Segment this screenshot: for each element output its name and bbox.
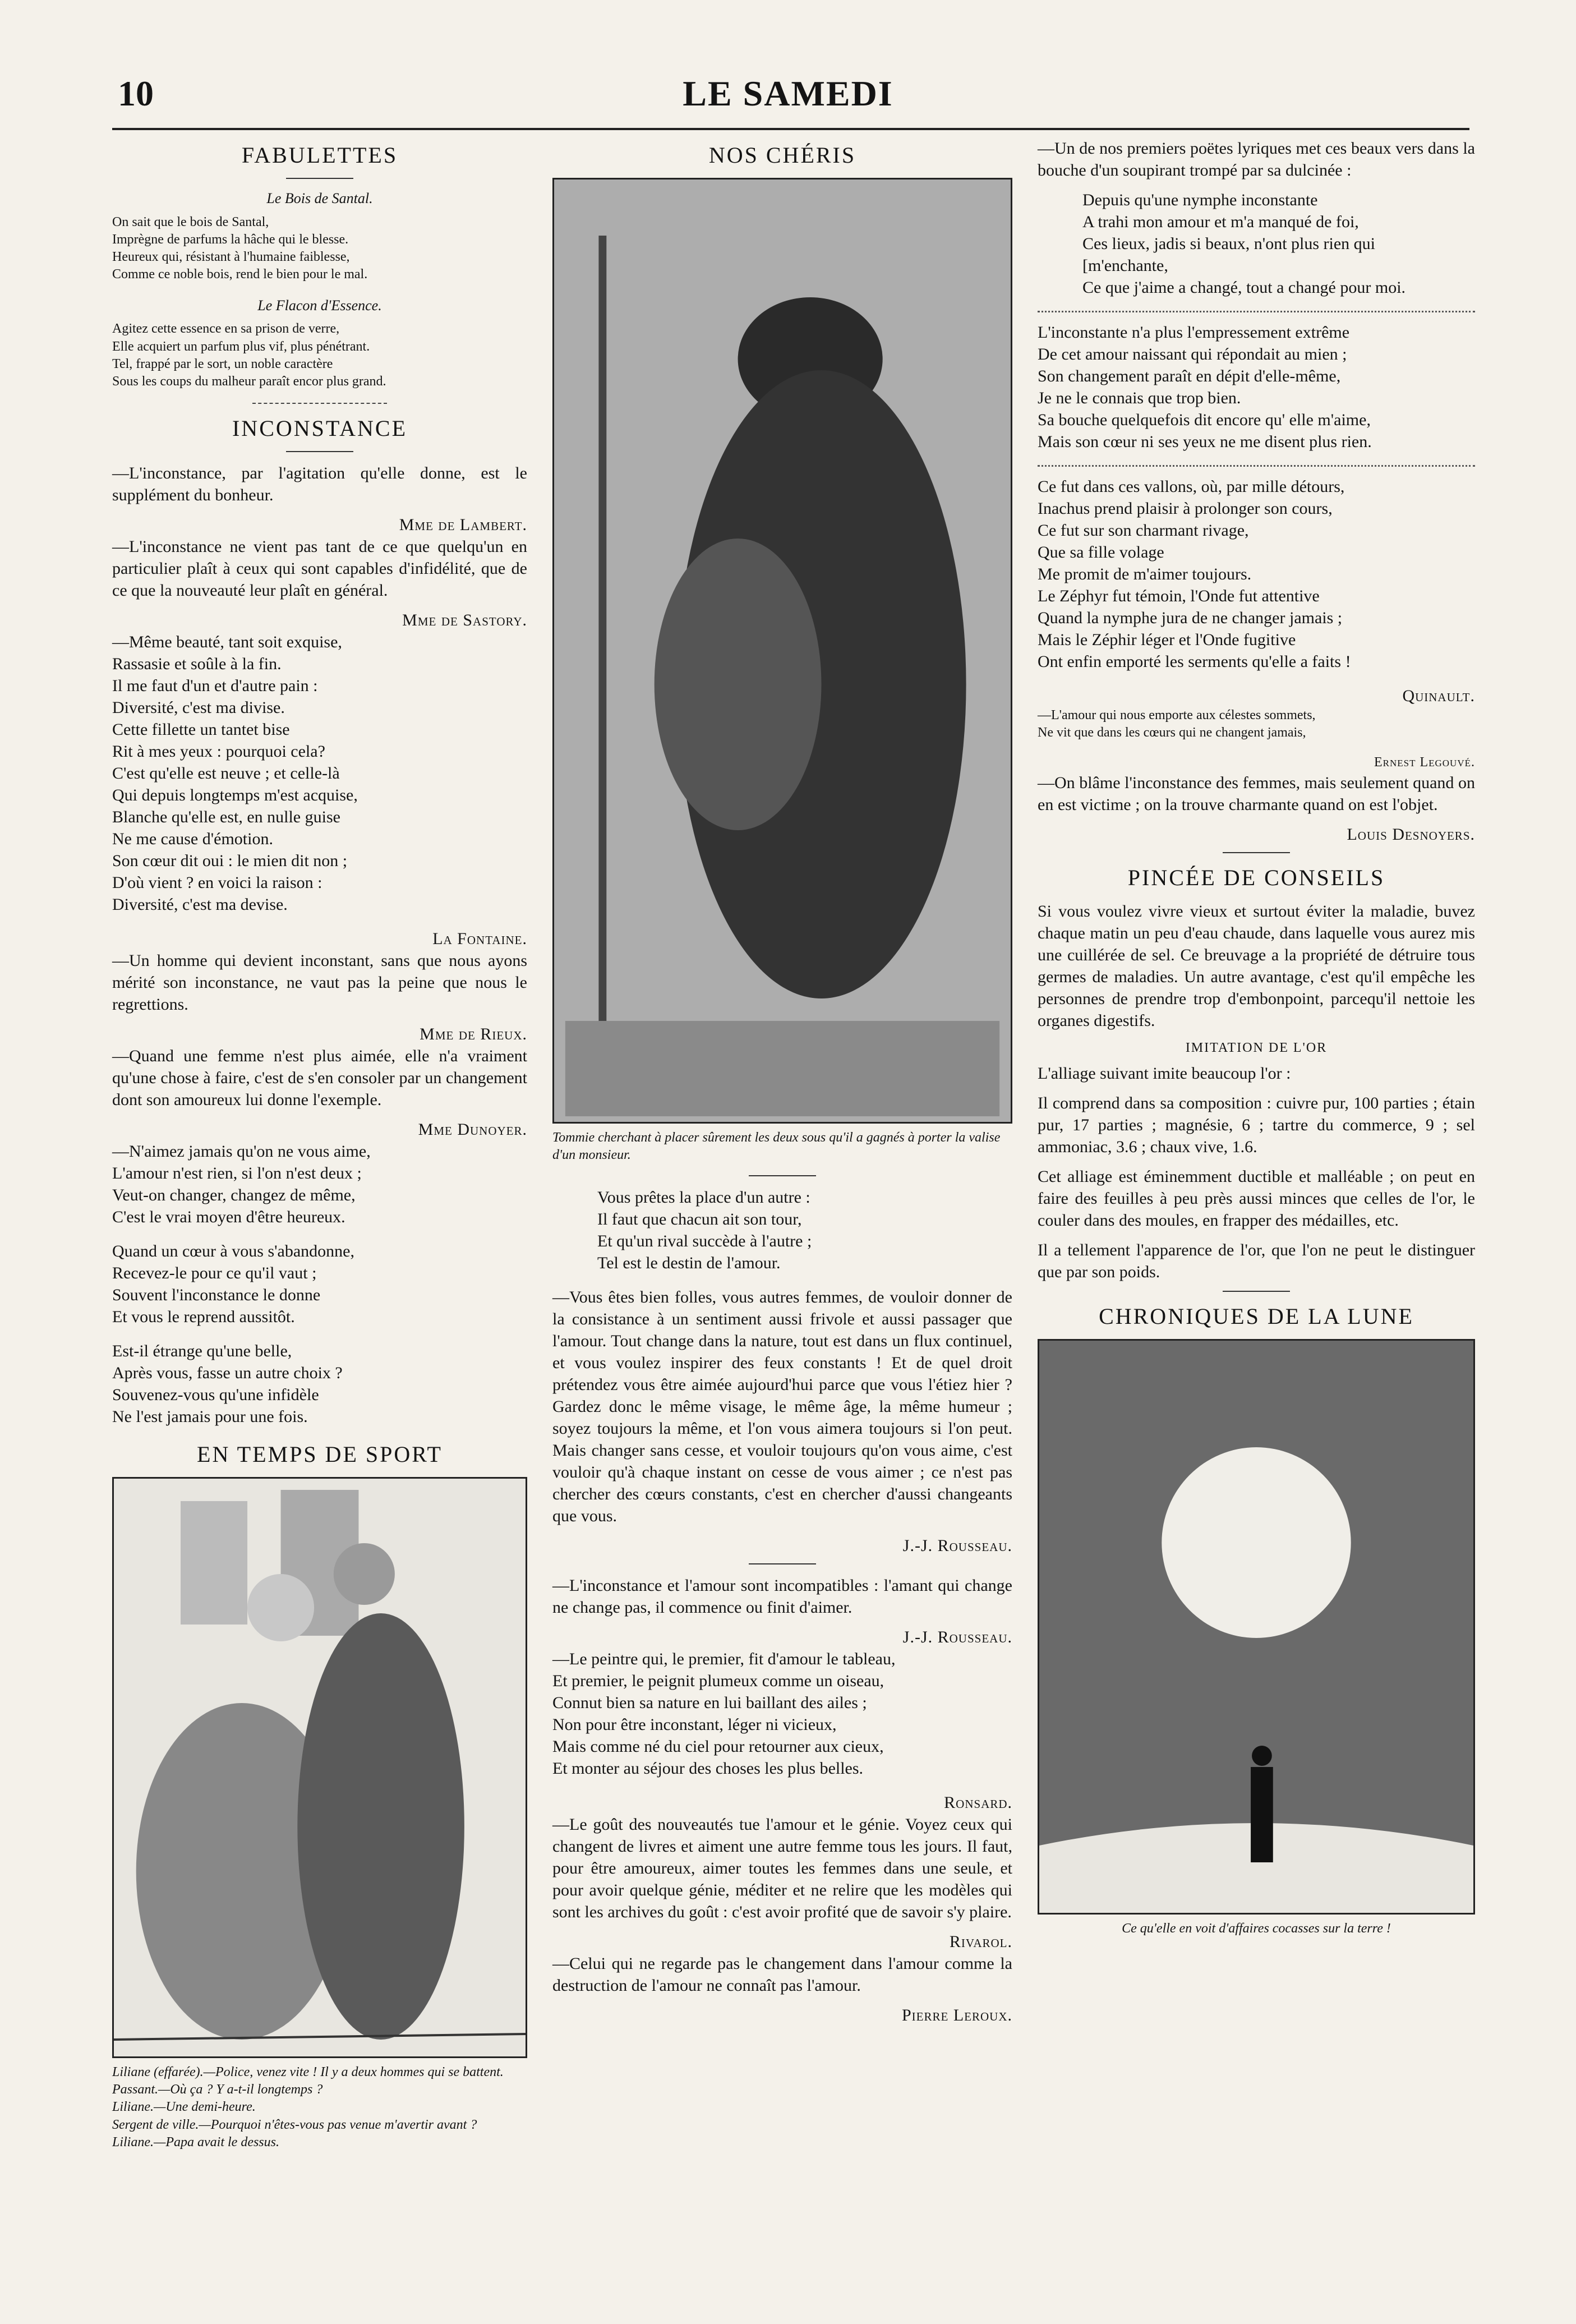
fable-title: Le Flacon d'Essence. — [257, 297, 382, 314]
fable-title: Le Bois de Santal. — [266, 190, 373, 206]
text-line: Et vous le reprend aussitôt. — [112, 1308, 295, 1327]
quote-paragraph: —On blâme l'inconstance des femmes, mais seulement quand on en est victime ; on la trouve charmante quand on est l'objet. — [1038, 773, 1475, 814]
text-line: Rassasie et soûle à la fin. — [112, 655, 282, 674]
quote-signature: Mme de Lambert. — [399, 516, 527, 535]
page-number: 10 — [118, 73, 154, 113]
text-line: L'amour n'est rien, si l'on n'est deux ; — [112, 1164, 362, 1183]
text-line: Veut-on changer, changez de même, — [112, 1186, 356, 1205]
text-line: Imprègne de parfums la hâche qui le blesse. — [112, 232, 349, 247]
text-line: Souvent l'inconstance le donne — [112, 1286, 321, 1305]
inconstance-title: INCONSTANCE — [232, 416, 408, 441]
divider — [286, 451, 353, 452]
quote-paragraph: —Celui qui ne regarde pas le changement dans l'amour comme la destruction de l'amour ne connaît pas l'amour. — [552, 1954, 1012, 1995]
quote-paragraph: —Quand une femme n'est plus aimée, elle n'a vraiment qu'une chose à faire, c'est de s'en consoler par un changement dont son amoureux lui donne l'exemple. — [112, 1047, 527, 1110]
text-line: Tel est le destin de l'amour. — [597, 1254, 781, 1273]
text-line: Ce fut dans ces vallons, où, par mille détours, — [1038, 477, 1345, 496]
quote-signature: Quinault. — [1402, 687, 1475, 705]
text-line: —Même beauté, tant soit exquise, — [112, 633, 342, 652]
text-line: Il faut que chacun ait son tour, — [597, 1210, 802, 1229]
dotted-divider — [1038, 465, 1475, 467]
quote-paragraph: —Un homme qui devient inconstant, sans que nous ayons mérité son inconstance, ne vaut pas la peine que nous le regrettions. — [112, 951, 527, 1014]
poem-verse — [552, 1186, 1012, 1274]
quote-signature: Ronsard. — [944, 1793, 1012, 1812]
text-line: Rit à mes yeux : pourquoi cela? — [112, 742, 325, 761]
quote-signature: Rivarol. — [949, 1932, 1012, 1952]
text-line: D'où vient ? en voici la raison : — [112, 873, 322, 892]
text-line: Sergent de ville.—Pourquoi n'êtes-vous pas venue m'avertir avant ? — [112, 2117, 477, 2132]
text-line: Comme ce noble bois, rend le bien pour le mal. — [112, 267, 368, 282]
divider — [286, 178, 353, 179]
column-right — [1038, 137, 1475, 1949]
conseils-paragraph: Si vous voulez vivre vieux et surtout éviter la maladie, buvez chaque matin un peu d'eau chaude, dans laquelle vous aurez mis une cuillérée de sel. Ce breuvage a la propriété de détruire tous germes de maladies. Un autre avantage, c'est qu'il empêche les personnes de prendre trop d'embonpoint, parcequ'il nettoie les organes digestifs. — [1038, 901, 1475, 1030]
text-line: Diversité, c'est ma divise. — [112, 698, 285, 717]
text-line: Cette fillette un tantet bise — [112, 720, 290, 739]
text-line: Il me faut d'un et d'autre pain : — [112, 677, 318, 696]
text-line: Mais comme né du ciel pour retourner aux cieux, — [552, 1737, 884, 1756]
quote-signature: Ernest Legouvé. — [1374, 755, 1475, 770]
poem-verse — [1038, 707, 1475, 742]
text-line: Connut bien sa nature en lui baillant des ailes ; — [552, 1693, 867, 1713]
or-title: IMITATION DE L'OR — [1185, 1040, 1328, 1055]
text-line: Son changement paraît en dépit d'elle-même, — [1038, 367, 1341, 385]
text-line: Sous les coups du malheur paraît encor plus grand. — [112, 374, 386, 389]
text-line: Et qu'un rival succède à l'autre ; — [597, 1232, 812, 1251]
conseils-title: PINCÉE DE CONSEILS — [1127, 864, 1385, 890]
poem-verse — [112, 1240, 527, 1328]
fable-verse — [112, 214, 527, 284]
text-line: [m'enchante, — [1082, 256, 1168, 275]
text-line: Ont enfin emporté les serments qu'elle a faits ! — [1038, 652, 1351, 671]
quote-paragraph: —Un de nos premiers poëtes lyriques met ces beaux vers dans la bouche d'un soupirant trompé par sa dulcinée : — [1038, 139, 1475, 180]
text-line: A trahi mon amour et m'a manqué de foi, — [1082, 213, 1359, 231]
quote-signature: Pierre Leroux. — [901, 2006, 1012, 2025]
text-line: Heureux qui, résistant à l'humaine faiblesse, — [112, 250, 350, 265]
text-line: Liliane.—Une demi-heure. — [112, 2100, 256, 2115]
quote-signature: Mme Dunoyer. — [418, 1120, 527, 1139]
quote-signature: La Fontaine. — [432, 929, 527, 949]
or-paragraph: L'alliage suivant imite beaucoup l'or : — [1038, 1064, 1291, 1083]
journal-title: LE SAMEDI — [683, 73, 893, 113]
text-line: Me promit de m'aimer toujours. — [1038, 565, 1252, 583]
quote-signature: Louis Desnoyers. — [1347, 825, 1475, 844]
or-paragraph: Il a tellement l'apparence de l'or, que l'on ne peut le distinguer que par son poids. — [1038, 1240, 1475, 1281]
text-line: Elle acquiert un parfum plus vif, plus pénétrant. — [112, 339, 370, 354]
text-line: Est-il étrange qu'une belle, — [112, 1342, 292, 1361]
header-rule — [112, 128, 1469, 130]
poem-verse — [552, 1648, 1012, 1779]
or-paragraph: Il comprend dans sa composition : cuivre pur, 100 parties ; étain pur, 17 parties ; magnésie, 6 ; tartre du commerce, 9 ; sel ammoniac, 3.6 ; chaux vive, 1.6. — [1038, 1093, 1475, 1156]
lune-title: CHRONIQUES DE LA LUNE — [1099, 1303, 1414, 1329]
quote-paragraph: —L'inconstance ne vient pas tant de ce que quelqu'un en particulier plaît à ceux qui sont capables d'infidélité, que de ce que la nouveauté leur plaît en général. — [112, 537, 527, 600]
text-line: Sa bouche quelquefois dit encore qu' elle m'aime, — [1038, 411, 1371, 429]
text-line: Tel, frappé par le sort, un noble caractère — [112, 356, 333, 371]
text-line: Depuis qu'une nymphe inconstante — [1082, 191, 1318, 209]
text-line: Inachus prend plaisir à prolonger son cours, — [1038, 499, 1333, 518]
text-line: Et premier, le peignit plumeux comme un oiseau, — [552, 1672, 884, 1691]
text-line: Ce que j'aime a changé, tout a changé pour moi. — [1082, 278, 1406, 297]
text-line: —L'amour qui nous emporte aux célestes sommets, — [1038, 708, 1316, 722]
nos-cheris-caption: Tommie cherchant à placer sûrement les deux sous qu'il a gagnés à porter la valise d'un monsieur. — [552, 1130, 1001, 1163]
lune-caption: Ce qu'elle en voit d'affaires cocasses sur la terre ! — [1122, 1921, 1391, 1936]
text-line: Recevez-le pour ce qu'il vaut ; — [112, 1264, 317, 1283]
column-left — [112, 137, 527, 2162]
text-line: Ces lieux, jadis si beaux, n'ont plus rien qui — [1082, 234, 1376, 253]
text-line: Ne l'est jamais pour une fois. — [112, 1407, 308, 1426]
text-line: On sait que le bois de Santal, — [112, 214, 269, 229]
text-line: —N'aimez jamais qu'on ne vous aime, — [112, 1142, 371, 1161]
poem-verse — [1038, 321, 1475, 453]
quote-paragraph: —L'inconstance, par l'agitation qu'elle donne, est le supplément du bonheur. — [112, 464, 527, 505]
poem-verse — [112, 631, 527, 915]
text-line: Ne me cause d'émotion. — [112, 830, 273, 849]
fabulettes-title: FABULETTES — [241, 142, 398, 168]
poem-verse — [1038, 189, 1475, 298]
text-line: Souvenez-vous qu'une infidèle — [112, 1386, 319, 1405]
poem-verse — [112, 1140, 527, 1228]
nos-cheris-title: NOS CHÉRIS — [708, 142, 856, 168]
text-line: L'inconstante n'a plus l'empressement extrême — [1038, 323, 1350, 342]
divider — [252, 403, 387, 404]
divider — [749, 1175, 816, 1176]
text-line: Ne vit que dans les cœurs qui ne changent jamais, — [1038, 725, 1306, 740]
text-line: Diversité, c'est ma devise. — [112, 895, 288, 914]
quote-signature: Mme de Rieux. — [420, 1025, 527, 1044]
divider — [749, 1563, 816, 1564]
column-center — [552, 137, 1012, 2026]
text-line: Après vous, fasse un autre choix ? — [112, 1364, 343, 1383]
text-line: Agitez cette essence en sa prison de verre, — [112, 321, 340, 337]
divider — [1223, 1291, 1290, 1292]
text-line: Mais son cœur ni ses yeux ne me disent plus rien. — [1038, 432, 1372, 451]
text-line: Quand la nymphe jura de ne changer jamais ; — [1038, 609, 1343, 627]
text-line: Je ne le connais que trop bien. — [1038, 389, 1241, 407]
quote-signature: Mme de Sastory. — [402, 611, 527, 630]
or-paragraph: Cet alliage est éminemment ductible et malléable ; on peut en faire des feuilles à peu près aussi minces que celles de l'or, le couler dans des moules, en frapper des médailles, etc. — [1038, 1167, 1475, 1230]
nos-cheris-illustration — [552, 178, 1012, 1124]
dotted-divider — [1038, 311, 1475, 312]
text-line: Ce fut sur son charmant rivage, — [1038, 521, 1249, 540]
text-line: Liliane (effarée).—Police, venez vite ! Il y a deux hommes qui se battent. — [112, 2065, 504, 2080]
text-line: C'est le vrai moyen d'être heureux. — [112, 1208, 345, 1227]
text-line: Blanche qu'elle est, en nulle guise — [112, 808, 340, 827]
quote-paragraph: —Le goût des nouveautés tue l'amour et le génie. Voyez ceux qui changent de livres et aiment une autre femme tous les jours. Il faut, pour être amoureux, aimer toutes les femmes dans une seule, et pour avoir quelque génie, méditer et ne relire que les modèles qui sont les archives du goût : c'est avoir profité que de savoir s'y plaire. — [552, 1815, 1012, 1922]
text-line: De cet amour naissant qui répondait au mien ; — [1038, 345, 1347, 363]
poem-verse — [112, 1340, 527, 1428]
quote-signature: J.-J. Rousseau. — [902, 1628, 1012, 1647]
divider — [1223, 852, 1290, 853]
sport-caption — [112, 2064, 527, 2151]
text-line: Le Zéphyr fut témoin, l'Onde fut attentive — [1038, 587, 1320, 605]
text-line: Son cœur dit oui : le mien dit non ; — [112, 852, 348, 871]
quote-paragraph: —Vous êtes bien folles, vous autres femmes, de vouloir donner de la consistance à un sentiment aussi frivole et aussi passager que l'amour. Tout change dans la nature, tout est dans un flux continuel, et vous voulez inspirer des feux constants ! Et de quel droit prétendez vous être aimée aujourd'hui parce que vous l'étiez hier ? Gardez donc le même visage, le même âge, la même humeur ; soyez toujours la même, et l'on vous aimera toujours si l'on peut. Mais changer sans cesse, et vouloir toujours qu'on vous aime, c'est vouloir qu'à chaque instant on cesse de vous aimer ; ce n'est pas chercher des cœurs constants, c'est en chercher d'aussi changeants que vous. — [552, 1288, 1012, 1526]
text-line: Vous prêtes la place d'un autre : — [597, 1188, 810, 1207]
quote-signature: J.-J. Rousseau. — [902, 1536, 1012, 1556]
text-line: Mais le Zéphir léger et l'Onde fugitive — [1038, 631, 1296, 649]
sport-illustration — [112, 1477, 527, 2058]
text-line: —Le peintre qui, le premier, fit d'amour le tableau, — [552, 1650, 896, 1669]
sport-title: EN TEMPS DE SPORT — [197, 1442, 443, 1467]
quote-paragraph: —L'inconstance et l'amour sont incompatibles : l'amant qui change ne change pas, il commence ou finit d'aimer. — [552, 1576, 1012, 1617]
text-line: Et monter au séjour des choses les plus belles. — [552, 1759, 864, 1778]
fable-verse — [112, 320, 527, 390]
text-line: Qui depuis longtemps m'est acquise, — [112, 786, 358, 805]
text-line: Passant.—Où ça ? Y a-t-il longtemps ? — [112, 2082, 323, 2097]
text-line: Non pour être inconstant, léger ni vicieux, — [552, 1715, 837, 1734]
poem-verse — [1038, 476, 1475, 673]
lune-illustration — [1038, 1339, 1475, 1915]
text-line: Quand un cœur à vous s'abandonne, — [112, 1242, 354, 1261]
text-line: Liliane.—Papa avait le dessus. — [112, 2134, 279, 2150]
text-line: Que sa fille volage — [1038, 543, 1164, 562]
text-line: C'est qu'elle est neuve ; et celle-là — [112, 764, 340, 783]
